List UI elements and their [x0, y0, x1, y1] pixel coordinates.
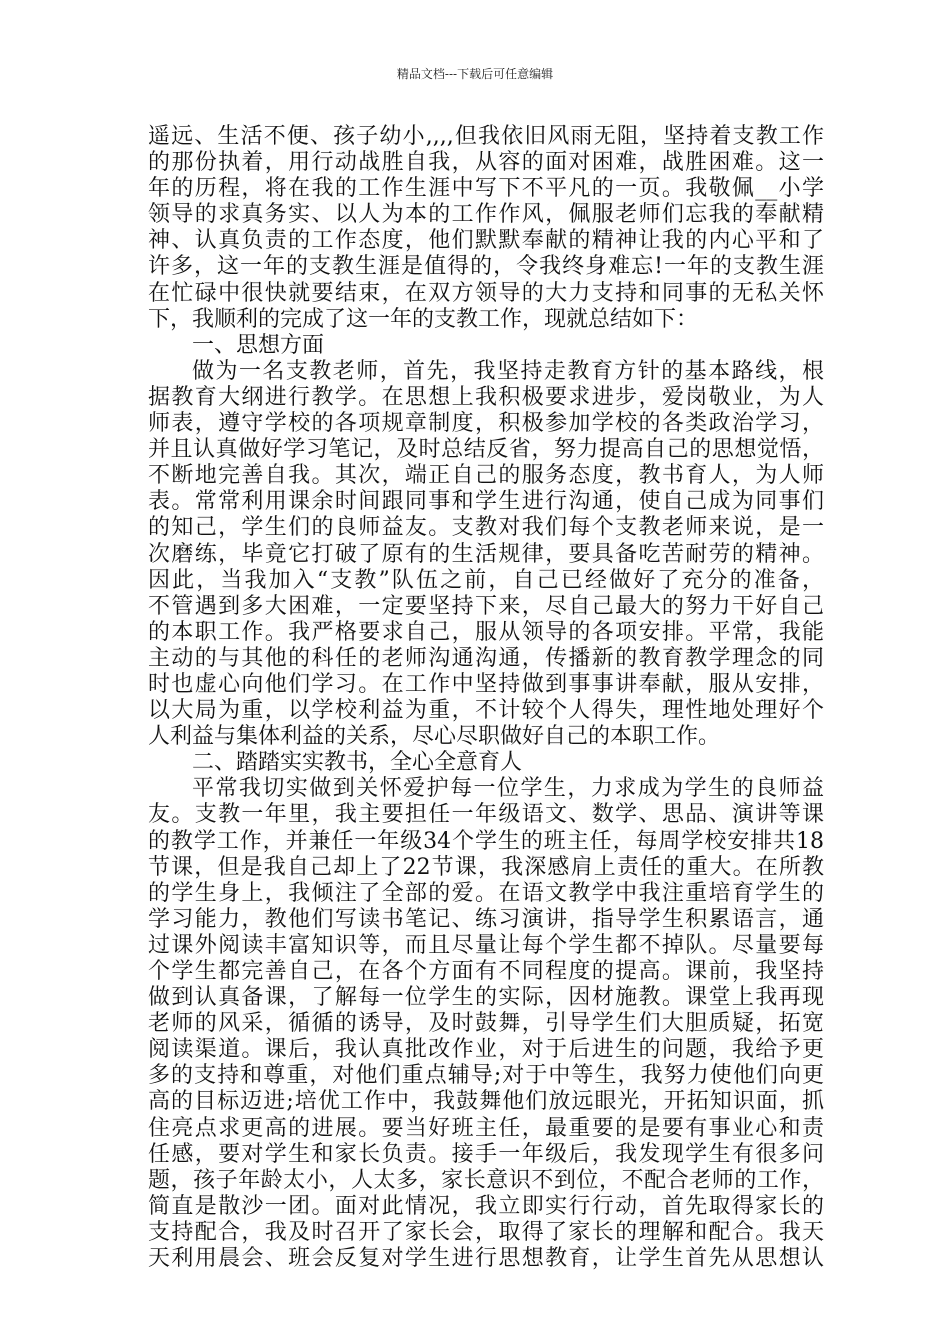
page-header: 精品文档---下载后可任意编辑 [396, 67, 554, 81]
body-text-line: 的教学工作，并兼任一年级34个学生的班主任，每周学校安排共18 [148, 828, 824, 854]
body-text-line: 下，我顺利的完成了这一年的支教工作，现就总结如下： [148, 306, 699, 332]
body-text-line: 的那份执着，用行动战胜自我，从容的面对困难，战胜困难。这一 [148, 150, 824, 176]
body-text-line: 师表，遵守学校的各项规章制度，积极参加学校的各类政治学习， [148, 411, 824, 437]
body-text-line: 简直是散沙一团。面对此情况，我立即实行行动，首先取得家长的 [148, 1193, 824, 1219]
body-text-line: 在忙碌中很快就要结束，在双方领导的大力支持和同事的无私关怀 [148, 280, 824, 306]
body-text-line: 个学生都完善自己，在各个方面有不同程度的提高。课前，我坚持 [148, 959, 824, 984]
body-text-line: 因此，当我加入“支教”队伍之前，自己已经做好了充分的准备， [148, 567, 824, 593]
body-text-line: 遥远、生活不便、孩子幼小,,,,但我依旧风雨无阻，坚持着支教工作 [148, 124, 824, 149]
body-text-line: 节课，但是我自己却上了22节课，我深感肩上责任的重大。在所教 [148, 854, 824, 880]
body-text-line: 支持配合，我及时召开了家长会，取得了家长的理解和配合。我天 [148, 1219, 824, 1245]
section-heading: 二、踏踏实实教书，全心全意育人 [192, 750, 523, 776]
body-text-line: 做到认真备课，了解每一位学生的实际，因材施教。课堂上我再现 [148, 985, 824, 1011]
body-text-line: 老师的风采，循循的诱导，及时鼓舞，引导学生们大胆质疑，拓宽 [148, 1011, 824, 1037]
body-text-line: 平常我切实做到关怀爱护每一位学生，力求成为学生的良师益 [192, 776, 824, 802]
body-text-line: 学习能力，教他们写读书笔记、练习演讲，指导学生积累语言，通 [148, 906, 824, 932]
body-text-line: 高的目标迈进;培优工作中，我鼓舞他们放远眼光，开拓知识面，抓 [148, 1089, 824, 1115]
body-text-line: 不管遇到多大困难，一定要坚持下来，尽自己最大的努力干好自己 [148, 593, 824, 619]
body-text-line: 任感，要对学生和家长负责。接手一年级后，我发现学生有很多问 [148, 1141, 824, 1167]
body-text-line: 天利用晨会、班会反复对学生进行思想教育，让学生首先从思想认 [148, 1246, 824, 1272]
body-text-line: 据教育大纲进行教学。在思想上我积极要求进步，爱岗敬业，为人 [148, 384, 824, 410]
body-text-line: 友。支教一年里，我主要担任一年级语文、数学、思品、演讲等课 [148, 802, 824, 828]
body-text-line: 许多，这一年的支教生涯是值得的，令我终身难忘!一年的支教生涯 [148, 254, 824, 280]
body-text-line: 做为一名支教老师，首先，我坚持走教育方针的基本路线，根 [192, 358, 824, 384]
body-text-line: 次磨练，毕竟它打破了原有的生活规律，要具备吃苦耐劳的精神。 [148, 541, 824, 567]
document-body [148, 124, 824, 1272]
body-text-line: 以大局为重，以学校利益为重，不计较个人得失，理性地处理好个 [148, 698, 824, 724]
body-text-line: 过课外阅读丰富知识等，而且尽量让每个学生都不掉队。尽量要每 [148, 932, 824, 958]
body-text-line: 不断地完善自我。其次，端正自己的服务态度，教书育人，为人师 [148, 463, 824, 489]
body-text-line: 主动的与其他的科任的老师沟通沟通，传播新的教育教学理念的同 [148, 645, 824, 671]
body-text-line: 表。常常利用课余时间跟同事和学生进行沟通，使自己成为同事们 [148, 489, 824, 515]
body-text-line: 题，孩子年龄太小，人太多，家长意识不到位，不配合老师的工作， [148, 1167, 824, 1193]
body-text-line: 领导的求真务实、以人为本的工作作风，佩服老师们忘我的奉献精 [148, 202, 824, 228]
body-text-line: 并且认真做好学习笔记，及时总结反省，努力提高自己的思想觉悟， [148, 437, 824, 463]
body-text-line: 阅读渠道。课后，我认真批改作业，对于后进生的问题，我给予更 [148, 1037, 824, 1063]
body-text-line: 年的历程，将在我的工作生涯中写下不平凡的一页。我敬佩__小学 [148, 176, 824, 202]
body-text-line: 的学生身上，我倾注了全部的爱。在语文教学中我注重培育学生的 [148, 880, 824, 906]
body-text-line: 时也虚心向他们学习。在工作中坚持做到事事讲奉献，服从安排， [148, 671, 824, 697]
body-text-line: 的本职工作。我严格要求自己，服从领导的各项安排。平常，我能 [148, 619, 824, 645]
body-text-line: 人利益与集体利益的关系，尽心尽职做好自己的本职工作。 [148, 724, 721, 750]
body-text-line: 多的支持和尊重，对他们重点辅导;对于中等生，我努力使他们向更 [148, 1063, 824, 1089]
body-text-line: 的知己，学生们的良师益友。支教对我们每个支教老师来说，是一 [148, 515, 824, 541]
body-text-line: 住亮点求更高的进展。要当好班主任，最重要的是要有事业心和责 [148, 1115, 824, 1141]
body-text-line: 神、认真负责的工作态度，他们默默奉献的精神让我的内心平和了 [148, 228, 824, 254]
section-heading: 一、思想方面 [192, 332, 325, 358]
